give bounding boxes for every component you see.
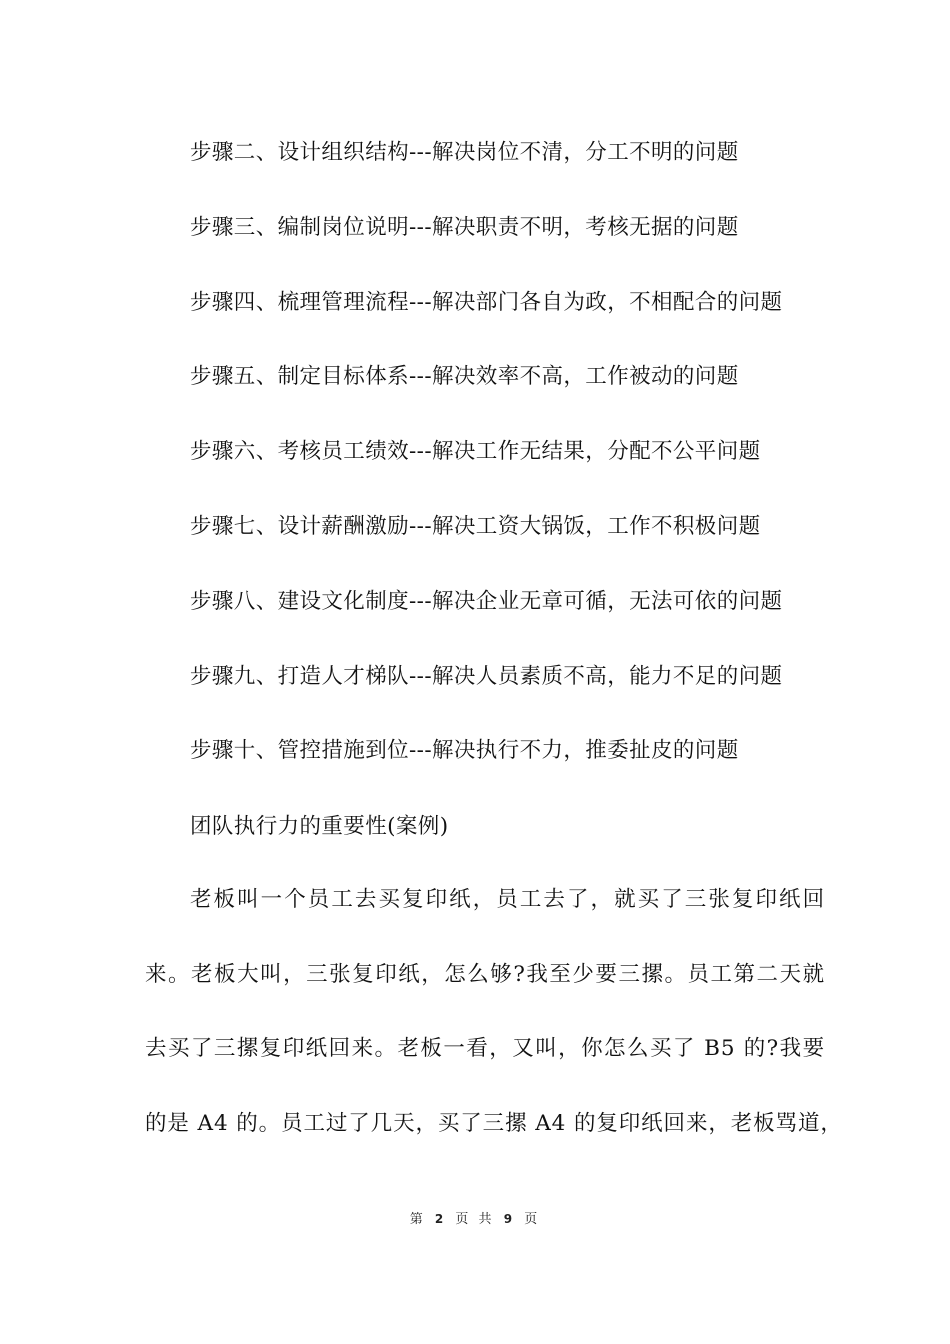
section-heading: 团队执行力的重要性(案例)	[190, 814, 449, 839]
step-item: 步骤四、梳理管理流程---解决部门各自为政，不相配合的问题	[190, 289, 783, 315]
story-line: 来。老板大叫，三张复印纸，怎么够?我至少要三摞。员工第二天就	[145, 961, 825, 987]
step-item: 步骤十、管控措施到位---解决执行不力，推委扯皮的问题	[190, 738, 739, 764]
story-line: 的是 A4 的。员工过了几天，买了三摞 A4 的复印纸回来，老板骂道，	[145, 1110, 843, 1136]
footer-suffix: 页	[524, 1212, 541, 1227]
step-item: 步骤五、制定目标体系---解决效率不高，工作被动的问题	[190, 364, 739, 390]
total-pages-number: 9	[503, 1212, 516, 1226]
story-paragraph	[145, 880, 843, 1178]
step-item: 步骤六、考核员工绩效---解决工作无结果，分配不公平问题	[190, 439, 761, 465]
page-footer	[0, 1208, 950, 1227]
story-line: 去买了三摞复印纸回来。老板一看，又叫，你怎么买了 B5 的?我要	[145, 1036, 825, 1061]
steps-list	[190, 132, 870, 805]
step-item: 步骤三、编制岗位说明---解决职责不明，考核无据的问题	[190, 214, 739, 240]
current-page-number: 2	[434, 1212, 447, 1226]
footer-middle: 页 共	[455, 1212, 495, 1227]
footer-prefix: 第	[409, 1212, 426, 1227]
story-line: 老板叫一个员工去买复印纸，员工去了，就买了三张复印纸回	[190, 887, 825, 912]
step-item: 步骤七、设计薪酬激励---解决工资大锅饭，工作不积极问题	[190, 513, 761, 539]
step-item: 步骤八、建设文化制度---解决企业无章可循，无法可依的问题	[190, 588, 783, 614]
step-item: 步骤二、设计组织结构---解决岗位不清，分工不明的问题	[190, 140, 739, 165]
step-item: 步骤九、打造人才梯队---解决人员素质不高，能力不足的问题	[190, 663, 783, 689]
